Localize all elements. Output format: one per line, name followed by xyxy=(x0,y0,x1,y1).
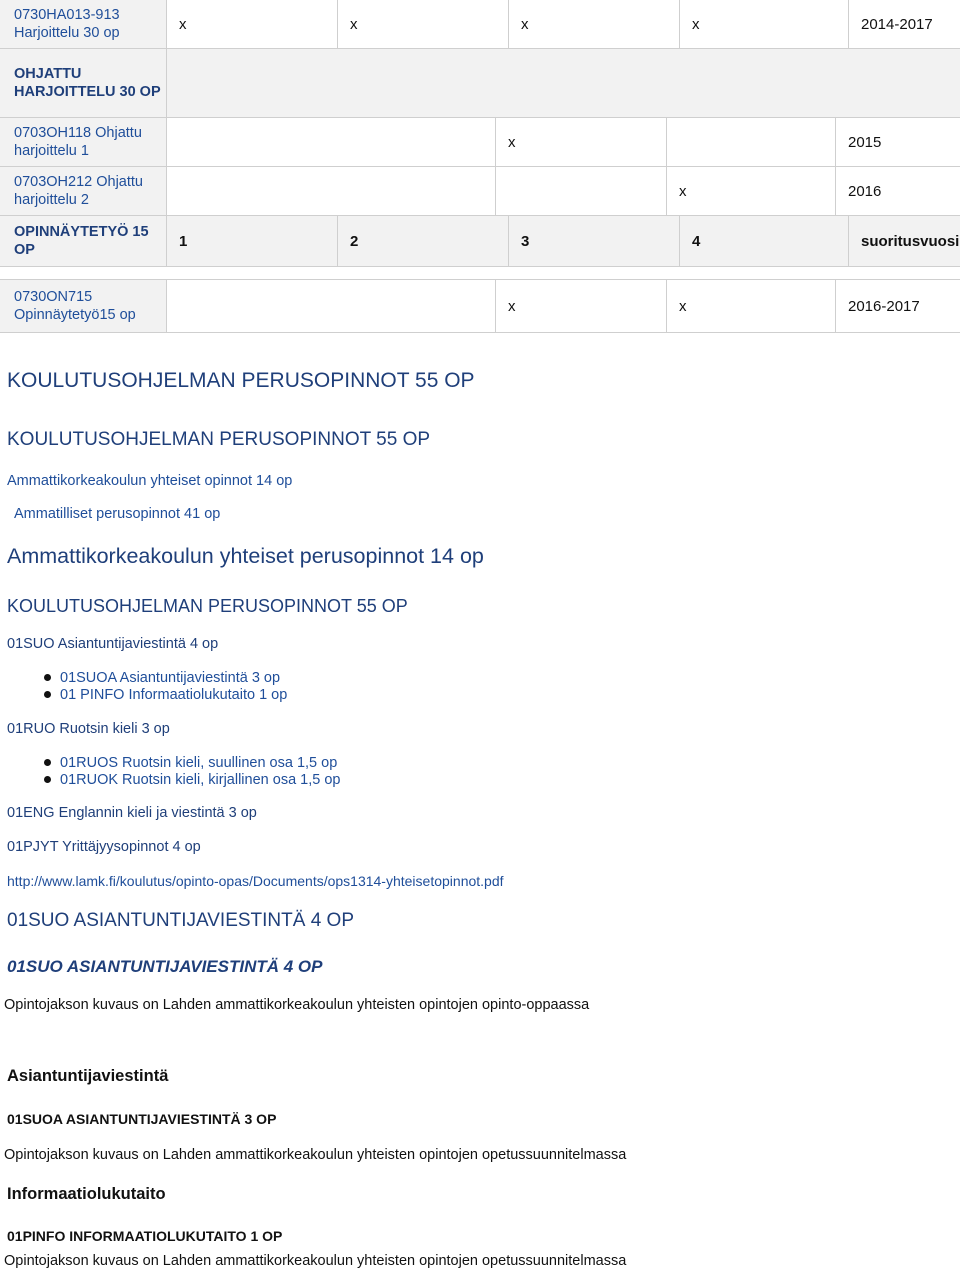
description: Opintojakson kuvaus on Lahden ammattikorkeakoulun yhteisten opintojen opinto-oppaassa xyxy=(4,997,590,1013)
course-name: OHJATTU HARJOITTELU 30 OP xyxy=(14,66,161,100)
cell xyxy=(496,167,667,215)
cell: x xyxy=(167,0,338,48)
study-table xyxy=(0,0,960,333)
cell xyxy=(667,118,836,166)
course-code: 01SUOA ASIANTUNTIJAVIESTINTÄ 3 OP xyxy=(7,1111,277,1127)
cell: x xyxy=(509,0,680,48)
section-heading: 01SUO ASIANTUNTIJAVIESTINTÄ 4 OP xyxy=(7,910,355,931)
course-name: 0703OH118 Ohjattu harjoittelu 1 xyxy=(14,125,142,159)
course-group: 01SUO Asiantuntijaviestintä 4 op xyxy=(7,636,219,652)
course-code: 01PINFO INFORMAATIOLUKUTAITO 1 OP xyxy=(7,1228,283,1244)
cell: 3 xyxy=(509,216,680,266)
bullet-icon xyxy=(44,674,51,681)
table-row xyxy=(0,280,960,333)
year-cell: suoritusvuosi xyxy=(849,216,960,266)
table-spacer xyxy=(0,267,960,280)
section-heading: KOULUTUSOHJELMAN PERUSOPINNOT 55 OP xyxy=(7,369,475,392)
list-item: 01RUOS Ruotsin kieli, suullinen osa 1,5 op xyxy=(60,755,338,771)
link-professional-studies[interactable]: Ammatilliset perusopinnot 41 op xyxy=(14,506,221,522)
list-item: 01 PINFO Informaatiolukutaito 1 op xyxy=(60,687,288,703)
course-group: 01ENG Englannin kieli ja viestintä 3 op xyxy=(7,805,257,821)
course-cell xyxy=(0,280,167,332)
cell: x xyxy=(667,280,836,332)
cell xyxy=(167,118,496,166)
table-row xyxy=(0,118,960,167)
cell: x xyxy=(496,280,667,332)
course-group: 01PJYT Yrittäjyysopinnot 4 op xyxy=(7,839,201,855)
year-cell: 2014-2017 xyxy=(861,15,933,33)
description: Opintojakson kuvaus on Lahden ammattikorkeakoulun yhteisten opintojen opetussuunnitelmassa xyxy=(4,1147,627,1163)
table-row xyxy=(0,49,960,118)
link-common-studies[interactable]: Ammattikorkeakoulun yhteiset opinnot 14 op xyxy=(7,473,293,489)
description: Opintojakson kuvaus on Lahden ammattikorkeakoulun yhteisten opintojen opetussuunnitelmassa xyxy=(4,1253,627,1269)
bullet-icon xyxy=(44,776,51,783)
course-cell xyxy=(0,0,167,48)
table-row xyxy=(0,0,960,49)
course-group: 01RUO Ruotsin kieli 3 op xyxy=(7,721,170,737)
cell: x xyxy=(496,118,667,166)
course-name: 0730HA013-913 Harjoittelu 30 op xyxy=(14,7,120,41)
document-link[interactable]: http://www.lamk.fi/koulutus/opinto-opas/Documents/ops1314-yhteisetopinnot.pdf xyxy=(7,873,504,889)
year-cell: 2016 xyxy=(848,182,882,200)
course-cell xyxy=(0,216,167,266)
course-title: Informaatiolukutaito xyxy=(7,1185,166,1203)
list-item: 01RUOK Ruotsin kieli, kirjallinen osa 1,5 op xyxy=(60,772,341,788)
table-row xyxy=(0,216,960,267)
cell: x xyxy=(680,0,849,48)
cell: x xyxy=(667,167,836,215)
table-row xyxy=(0,167,960,216)
bullet-icon xyxy=(44,691,51,698)
bullet-icon xyxy=(44,759,51,766)
course-name: OPINNÄYTETYÖ 15 OP xyxy=(14,224,149,258)
section-subheading: 01SUO ASIANTUNTIJAVIESTINTÄ 4 OP xyxy=(7,957,323,976)
cell xyxy=(167,280,496,332)
year-cell: 2015 xyxy=(848,133,882,151)
section-heading: KOULUTUSOHJELMAN PERUSOPINNOT 55 OP xyxy=(7,429,431,450)
course-cell xyxy=(0,118,167,166)
empty-cell xyxy=(167,49,960,117)
cell: 2 xyxy=(338,216,509,266)
cell: 1 xyxy=(167,216,338,266)
course-cell xyxy=(0,49,167,117)
section-heading: Ammattikorkeakoulun yhteiset perusopinnot 14 op xyxy=(7,544,484,568)
course-name: 0703OH212 Ohjattu harjoittelu 2 xyxy=(14,174,143,208)
list-item: 01SUOA Asiantuntijaviestintä 3 op xyxy=(60,670,281,686)
year-cell: 2016-2017 xyxy=(848,297,920,315)
course-cell xyxy=(0,167,167,215)
cell: x xyxy=(338,0,509,48)
course-title: Asiantuntijaviestintä xyxy=(7,1067,169,1085)
section-subheading: KOULUTUSOHJELMAN PERUSOPINNOT 55 OP xyxy=(7,596,408,616)
course-name: 0730ON715 Opinnäytetyö15 op xyxy=(14,289,136,323)
cell xyxy=(167,167,496,215)
cell: 4 xyxy=(680,216,849,266)
